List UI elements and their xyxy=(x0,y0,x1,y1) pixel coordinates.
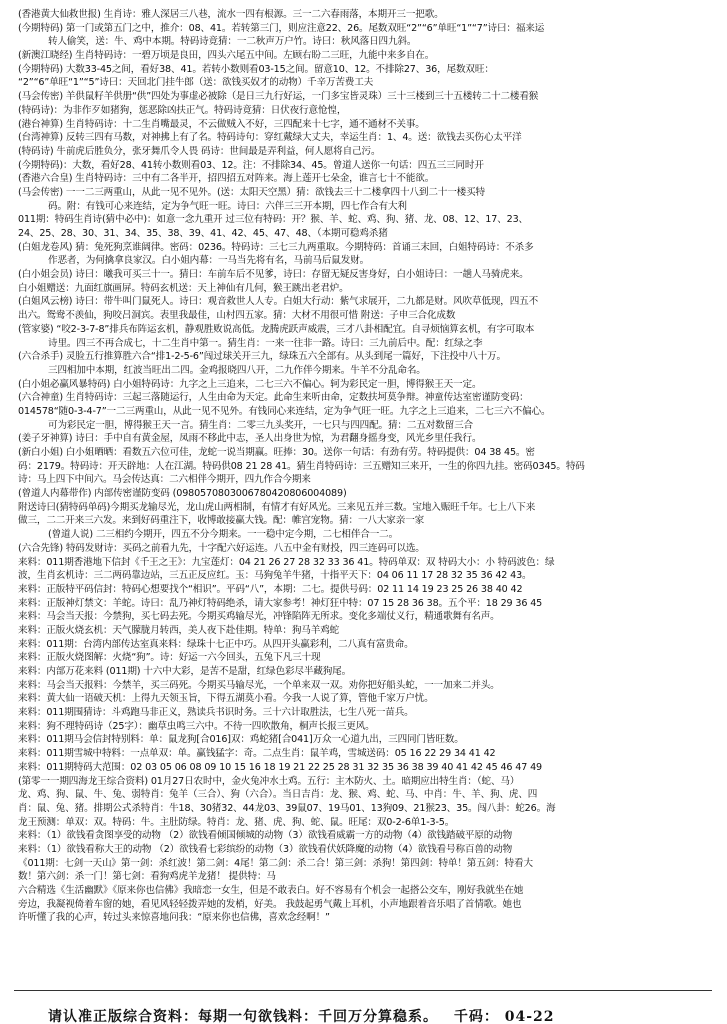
text-line: (今期特码) 大数33-45之间，看好38、41。若转小数则看03-15之间。留意10、12。不排除27、36，尾数双旺： xyxy=(18,63,494,75)
text-line: (管家婆) “咬2-3-7-8”排兵布阵运玄机，静观胜败说高低。龙腾虎跃声威震，三才八卦相配宜。自寻烦恼算玄机，有字可取本 xyxy=(18,323,535,335)
text-line: (白小姐会员) 诗曰：曦我可买三十一。猜曰：车前车后不见爹，诗曰：存留无疑反害身好，白小姐诗曰：一趟人马骑虎来。 xyxy=(18,269,529,281)
text-line: 来料：011期特码大范围：02 03 05 06 08 09 10 15 16 18 19 21 22 25 28 31 32 35 36 38 39 40 41 42 45 46 47 49 xyxy=(18,761,543,773)
footer-slogan: 请认准正版综合资料：每期一句欲钱料：千回万分算稳系。 xyxy=(48,1009,438,1024)
text-line: 来料：011期围猜诗：斗鸡跑马非正义，熟读兵书识时务。三十六计取胜法，七生八死一苗兵。 xyxy=(18,707,414,719)
text-line: 014578“随0-3-4-7”一二三两重山，从此一见不见外。有钱同心来连结，定为争气旺一旺。九字之上三追来，二七三六不偏心。 xyxy=(18,405,551,417)
text-line: (白小姐必赢风暴特码) 白小姐特码诗：九字之上三追来，二七三六不偏心。轲为彩民定一胆，博得猴王天一定。 xyxy=(18,378,482,390)
text-line: 来料：（1）欲钱看贪图享受的动物 （2）欲钱看倾国倾城的动物（3）欲钱看威霸一方的动物（4）欲钱踏破平原的动物 xyxy=(18,830,513,842)
text-line: 诗：马上四下中间六。马会传达真：二六相伴今期开，四九作合今期来 xyxy=(18,474,311,486)
text-line: 来料：正版火烧图解：火烧“狗”。诗：好运一六今回头，五兔下凡三十现 xyxy=(18,652,321,664)
text-line: 来料：正版神灯禁文：羊蛇。诗曰：乱乃神灯特码绝杀，请大家参考！神灯狂中特：07 15 28 36 38。五个平：18 29 36 45 xyxy=(18,597,543,609)
footer-code-label: 千码： xyxy=(453,1009,499,1024)
text-line: (白姐龙卷风) 猜：兔死狗烹谁阔律。密码：0236。特码诗：三七三九两重取。今期特码：首诵三末回，白姐特码诗：不杀多 xyxy=(18,241,534,253)
text-line: (新澳江晓经) 生肖特码诗：一碧万顷是良田，四头六尾五中间。左顾右盼二三旺，九能中来多自在。 xyxy=(18,50,435,62)
footer-divider xyxy=(14,990,712,991)
text-line: 码。附：有钱可心来连结，定为争气旺一旺。诗曰：六伴三三开本期，四七作合有大利 xyxy=(48,200,407,212)
text-line: 波，生肖玄机诗：三二两码靠边站，三五正反应红。玉：马狗兔羊牛猪，十指平天下：04 06 11 17 28 32 35 36 42 43。 xyxy=(18,570,532,582)
text-line: 来料：011期雪城中特料：一点单双：单。赢钱猛字：奇。二点生肖：鼠羊鸡，雪城送码：05 16 22 29 34 41 42 xyxy=(18,748,496,760)
text-line: 24、25、28、30、31、34、35、38、39、41、42、45、47、48、（本期可稳鸡杀猪 xyxy=(18,228,388,239)
text-line: 可为彩民定一胆，博得猴王天一言。猜生肖：二零三九头奖开，一七只与四四配。猜：二五对数留三合 xyxy=(48,419,473,431)
text-line: 出六。鸳鸯不羡仙，狗咬吕洞宾。表里我最佳，山村四五家。猜：大材不用很可惜 附送：子申三合化成数 xyxy=(18,310,456,322)
text-line: 来料：正版火烧玄机：天气朦胧月转西，美人夜下赴佳期。特单：狗马羊鸡蛇 xyxy=(18,624,340,636)
text-line: (第零一一期四海龙王综合资料) 01月27日农时中，金火兔冲水土鸡。五行：主木防火、土。暗期应出特生肖：（蛇、马） xyxy=(18,775,520,787)
text-line: 白小姐赠送：九面红旗画屏。特码玄机送：天上神仙有几何，猴王跳出老君炉。 xyxy=(18,282,349,294)
text-line: 龙王预测：单双：双。特码：牛。主肚防绿。特肖：龙、猪、虎、狗、蛇、鼠。旺尾：双0-2-6单1-3-5。 xyxy=(18,816,455,828)
text-line: “2”“6”单旺“1”“5”诗曰：天回北门挂牛郎（送：欲钱买奴才的动物）千辛万苦费工夫 xyxy=(18,77,374,89)
footer-code-value: 04-22 xyxy=(504,1009,555,1024)
text-line: (新白小姐) 白小姐晒晒：看数五六位可佳，龙蛇一说当期赢。旺捧：30。送你一句话：有劲有劳。特码提供：04 38 45。密 xyxy=(18,447,535,458)
text-line: 码：2179。特码诗：开天辟地：人在江湖。特码供08 21 28 41。猜生肖特码诗：三五赠知三来开，一生的你四九挂。密码0345。特码 xyxy=(18,460,585,472)
text-line: 旁边，我凝视倚着车窗的她，看见风轻轻拨弄她的发梢，好美。 我鼓起勇气戴上耳机，小声地跟着音乐唱了首情歌。她也 xyxy=(18,898,522,910)
text-line: (今期特码) 第一门或第五门之中，推介：08、41。若转第三门，则应注意22、26。尾数双旺“2”“6”单旺“1”“7”诗曰：福来运 xyxy=(18,22,545,34)
text-line: (六合杀手) 灵脸五行推算胜六合“排1-2-5-6”闯过球关开三九，绿珠五六全部有。从头到尾一篇好，下注投中八十万。 xyxy=(18,351,506,363)
text-line: (香港黄大仙救世报) 生肖诗：雅人深居三八巷，流水一四有根源。三一二六春雨落，本期开三一把歌。 xyxy=(18,9,444,20)
text-line: (港台神算) 生肖特码诗：十二生肖嘴最灵，不云做贼入不好，三四配来十七字，通不通材不关事。 xyxy=(18,118,425,130)
text-line: 作恶者，为何擒拿良家汉。白小姐内幕：一马当先将有名，马前马后鼠发财。 xyxy=(48,255,370,267)
text-line: 来料：黄大仙一语破天机：上得九天领玉旨，下得五湖莫小看。今我一人说了算，管他千家万户忧。 xyxy=(18,693,434,705)
text-line: 肖：鼠、兔、猪。排期公式杀特肖：牛18、30猪32、44龙03、39鼠07、19马01、13狗09、21猴23、35。闯八卦：蛇26。海 xyxy=(18,802,556,814)
text-line: 转人偷笑，送：牛、鸡中本期。特码诗竟猜：一二秋声万户竹。诗曰：秋风落日四九斜。 xyxy=(48,36,417,48)
text-line: (特码诗) 牛前虎后胜负分，张牙舞爪令人畏 码诗：世间最是弄利益，何人愿将自己污。 xyxy=(18,145,381,157)
text-line: 来料：011期：台湾内部传达室真来料：绿珠十七正中巧。从四开头赢彩利，二八真有富贵命。 xyxy=(18,638,414,650)
text-line: 做三，二二开来三六发。来到好码重注下，收博敢接赢大钱。配：帷宫宠物。猜：一八大家亲一家 xyxy=(18,515,425,527)
text-line: (香港六合皇) 生肖特码诗：三中有二各半开，招四招五对阵来。海上莲开七朵金，谁言七十不能欲。 xyxy=(18,173,435,185)
text-line: 来料：011期香港地下信封《千王之王》：九宝莲灯：04 21 26 27 28 32 33 36 41。特码单双：双 特码大小：小 特码波色：绿 xyxy=(18,556,555,568)
text-line: (马会传密) 羊供鼠籽羊供册“供”四处为事虚必被除（是日三九行好运，一门多宝皆灵珠）三十三楼到三十五楼转二十二楼看猴 xyxy=(18,91,539,103)
text-line: 011期：特码生肖诗(猜中必中)：如意一念九重开 过三位有特码：开？猴、羊、蛇、鸡、狗、猪、龙、08、12、17、23、 xyxy=(18,214,528,226)
footer-banner xyxy=(48,1006,708,1024)
text-line: (六合神童) 生肖特码诗：三起三落随运行，人生由命为天定。此命生来听由命，定数扶坷莫争辩。神童传达室密谨防变码： xyxy=(18,392,529,404)
text-line: 数！第六剑：杀一门！第七剑：看狗鸡虎羊龙猪！ 提供特：马 xyxy=(18,871,276,883)
text-line: 附送诗曰(猜特码单码)今期买龙输尽光，龙山虎山两相制，有情才有好风光。三来见五并三数。宝地入赈旺千年。七上八下来 xyxy=(18,501,536,513)
text-line: 来料：狗不理特码诗（25字）：幽草虫鸣三六中。不待一四吹散角，桐声长报三更风。 xyxy=(18,720,375,732)
text-line: 《011期：七剑一天山》第一剑：杀红波！第二剑：4尾！第二剑：杀二合！第三剑：杀狗！第四剑：特单！第五剑：特看大 xyxy=(18,857,533,869)
text-line: 三四相加中本期，红波当旺出二四。金鸡报晓四八开，二九作伴今期来。牛羊不分乱命名。 xyxy=(48,364,426,376)
text-line: 六合精选《生活幽默》《原来你也信佛》我暗恋一女生，但是不敢表白。好不容易有个机会一起搭公交车，刚好我就坐在她 xyxy=(18,885,524,896)
text-line: (白姐风云榜) 诗曰：带牛叫门鼠死人。诗曰：观音救世人人专。白姐大行动：紫气求展开，二九都是财。风吹草低现，四五不 xyxy=(18,296,539,308)
text-line: (姜子牙神算) 诗曰：手中自有黄金屋，凤雨不移此中志，圣人出身世为惊，为君翻身摇身变，风光乡里任我行。 xyxy=(18,433,482,445)
text-line: (今期特码)：大数，看好28、41转小数则看03、12。注：不排除34、45。曾道人送你一句话：四五三三同时开 xyxy=(18,159,484,171)
text-line: (特码诗)：为非作歹如猪狗，惩恶除凶扶正气。特码诗竟猜：日伏夜行意怆惶， xyxy=(18,104,347,116)
text-line: 来料：马会当天报：今禁狗，买七码去死。今期买鸡输尽光，冲锋陷阵无所求。变化多端仗义行，精通歌舞有名声。 xyxy=(18,611,500,623)
article-text-block xyxy=(18,8,716,925)
text-line: 龙、鸡、狗、鼠、牛、兔、弱特肖：兔羊（三合）、狗（六合）。当日吉肖：龙、猴、鸡、蛇、马、中肖：牛、羊、狗、虎、四 xyxy=(18,789,538,801)
text-line: 来料：马会当天报料：今禁羊，买三码死。今期买马输尽光，一个单来双一双。劝你把好船头蛇，一一加来二并头。 xyxy=(18,679,500,691)
text-line: 许听懂了我的心声，转过头来惊喜地问我：“原来你也信佛，喜欢念经啊！” xyxy=(18,912,330,924)
text-line: (台湾神算) 反转三四有马数，对神拂上有了名。特码诗句：穿红戴绿大丈夫，幸运生肖：1、4。送：欲钱去买伤心太平洋 xyxy=(18,132,522,144)
text-line: (曾道人内幕带作) 内部传密谨防变码 (0980570803006780420806004089) xyxy=(18,488,347,500)
text-line: 来料：011期马会信封特别料：单：鼠龙狗[合016]双：鸡蛇猪[合041]万众一心道九出，三四同门皆旺数。 xyxy=(18,734,464,746)
text-line: 来料：正版特平码信封：特码心想要找个“相识”。平码“八”，本期：二七。提供号码：02 11 14 19 23 25 26 38 40 42 xyxy=(18,583,523,595)
text-line: (曾道人说) 二三相约今期开，四五不分今期来。一一稳中定今期，二七相伴合一二。 xyxy=(48,529,399,541)
text-line: 来料：内部万花来料 (011期) 十六中大彩，是苦不是甜，红绿色彩尽半藏狗尾。 xyxy=(18,666,352,677)
text-line: 来料：（1）欲钱看称大王的动物 （2）欲钱看七彩缤纷的动物（3）欲钱看伏妖降魔的动物（4）欲钱看号称百兽的动物 xyxy=(18,843,513,855)
text-line: (马会传密) 一一二三两重山，从此一见不见外。(送：太阳天空黑）猜：欲钱去三十二楼拿四十八到二十一楼买特 xyxy=(18,186,485,198)
text-line: 诗里。四三不再合成七，十二生肖中第一。猜生肖：一来一往非一路。诗曰：三九前后中。配：红绿之李 xyxy=(48,337,483,349)
text-line: (六合先锋) 特码发财诗：买码之前看九先，十字配六好运连。八五中金有财投，四三连码可以选。 xyxy=(18,542,425,554)
